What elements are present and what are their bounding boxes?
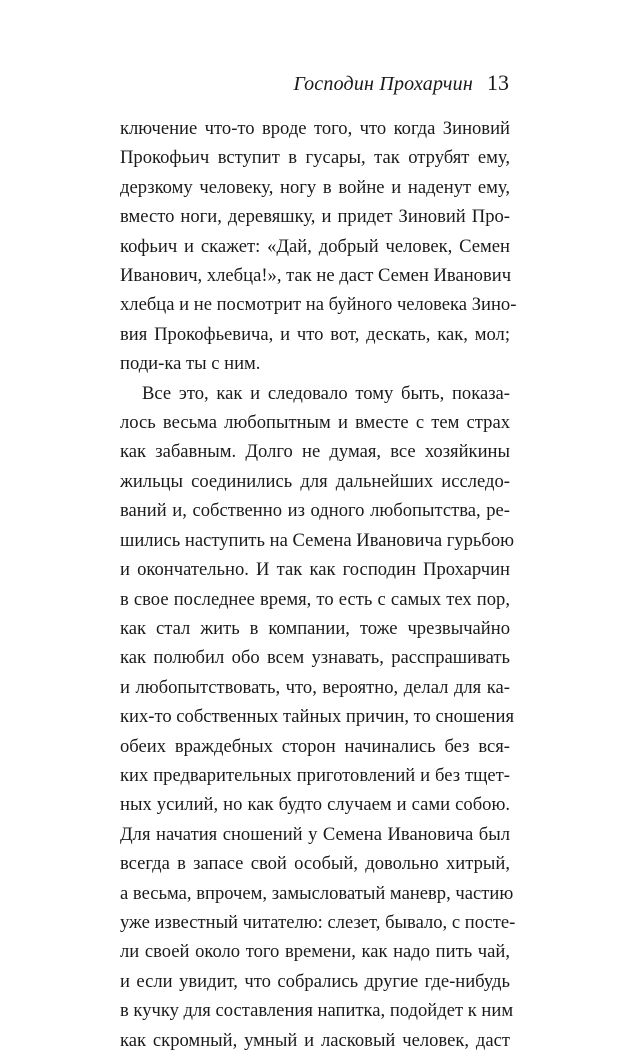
text-line: в кучку для составления напитка, подойдет к ним [120,1000,514,1022]
text-line: Иванович, хлебца!», так не даст Семен Иванович [120,265,512,287]
text-line: Прокофьич вступит в гусары, так отрубят ему, [120,147,510,169]
page-header [294,70,509,96]
text-line: уже известный читателю: слезет, бывало, с посте- [120,911,516,933]
text-line: как стал жить в компании, тоже чрезвычайно [120,617,510,639]
text-line: вместо ноги, деревяшку, и придет Зиновий Про- [120,206,510,228]
text-line: шились наступить на Семена Ивановича гурьбою [120,529,515,551]
text-line: хлебца и не посмотрит на буйного человека Зино- [120,294,517,316]
text-line: в свое последнее время, то есть с самых тех пор, [120,588,510,610]
text-line: как полюбил обо всем узнавать, расспрашивать [120,647,510,669]
text-line: жильцы соединились для дальнейших исследо- [120,470,510,492]
text-line: ких предварительных приготовлений и без тщет- [120,764,510,786]
text-line: дерзкому человеку, ногу в войне и наденут ему, [120,176,510,198]
text-line: ваний и, собственно из одного любопытства, ре- [120,500,510,522]
text-line: кофьич и скажет: «Дай, добрый человек, Семен [120,235,510,257]
text-line: поди-ка ты с ним. [120,353,261,375]
text-line: Все это, как и следовало тому быть, показа- [142,382,510,404]
text-line: как скромный, умный и ласковый человек, даст [120,1029,510,1051]
text-line: и окончательно. И так как господин Прохарчин [120,559,510,581]
text-line: и если увидит, что собрались другие где-нибудь [120,970,510,992]
text-line: а весьма, впрочем, замысловатый маневр, частию [120,882,514,904]
text-line: и любопытствовать, что, вероятно, делал для ка- [120,676,510,698]
running-title: Господин Прохарчин [293,73,473,95]
text-line: обеих враждебных сторон начинались без вся- [120,735,510,757]
page-number: 13 [487,70,509,95]
text-line: Для начатия сношений у Семена Ивановича был [120,823,510,845]
text-line: лось весьма любопытным и вместе с тем страх [120,412,510,434]
text-line: всегда в запасе свой особый, довольно хитрый, [120,853,510,875]
body-text [120,114,517,1055]
text-line: ных усилий, но как будто случаем и сами собою. [120,794,510,816]
paragraph [120,114,517,379]
text-line: вия Прокофьевича, и что вот, дескать, как, мол; [120,323,510,345]
paragraph [120,379,516,1055]
text-line: ключение что-то вроде того, что когда Зиновий [120,118,510,139]
text-line: ких-то собственных тайных причин, то сношения [120,706,514,728]
text-line: ли своей около того времени, как надо пить чай, [120,941,510,963]
text-line: как забавным. Долго не думая, все хозяйкины [120,441,510,463]
